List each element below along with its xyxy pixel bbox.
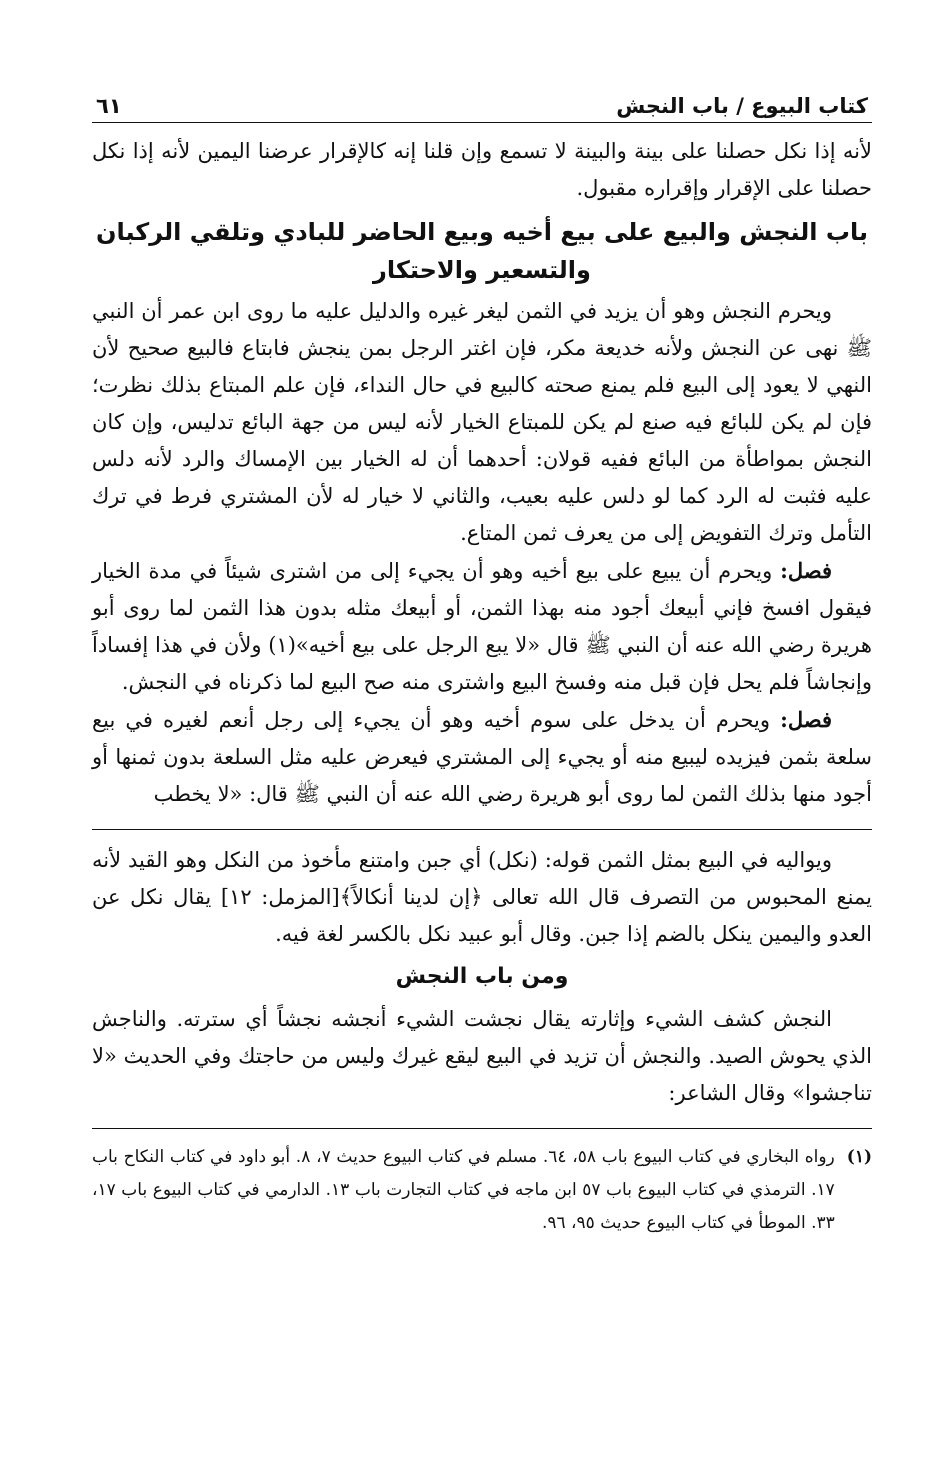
commentary-heading: ومن باب النجش xyxy=(395,964,569,989)
book-page xyxy=(92,88,872,1240)
footnote-divider xyxy=(92,1128,872,1129)
continuation-paragraph: لأنه إذا نكل حصلنا على بينة والبينة لا تسمع وإن قلنا إنه كالإقرار عرضنا اليمين لأنه إذا نكل حصلنا على الإقرار وإقراره مقبول. xyxy=(92,139,872,200)
fasl-paragraph-2 xyxy=(92,701,872,813)
fasl-label: فصل: xyxy=(780,558,832,583)
footnote-number: (١) xyxy=(846,1147,872,1167)
body-paragraph-najsh: ويحرم النجش وهو أن يزيد في الثمن ليغر غيره والدليل عليه ما روى ابن عمر أن النبي ﷺ نهى عن النجش ولأنه خديعة مكر، فإن اغتر الرجل بمن ينجش فابتاع فالبيع صحيح لأن النهي لا يعود إلى البيع فلم يمنع صحته كالبيع في حال النداء، فإن علم المبتاع بذلك نظرت؛ فإن لم يكن للبائع فيه صنع لم يكن للمبتاع الخيار لأنه ليس من جهة البائع تدليس، وإن كان النجش بمواطأة من البائع ففيه قولان: أحدهما أن له الخيار بين الإمساك والرد لأنه دلس عليه فثبت له الرد كما لو دلس عليه بعيب، والثاني لا خيار له لأن المشتري فرط في ترك التأمل وترك التفويض إلى من يعرف ثمن المتاع. xyxy=(92,299,872,545)
commentary-paragraph-2: النجش كشف الشيء وإثارته يقال نجشت الشيء أنجشه نجشاً أي سترته. والناجش الذي يحوش الصيد. والنجش أن تزيد في البيع ليقع غيرك وليس من حاجتك وفي الحديث «لا تناجشوا» وقال الشاعر: xyxy=(92,1007,872,1105)
running-header xyxy=(92,88,872,118)
fasl-paragraph-1 xyxy=(92,552,872,701)
running-title: كتاب البيوع / باب النجش xyxy=(616,94,868,118)
chapter-heading-line-1: باب النجش والبيع على بيع أخيه وبيع الحاضر للبادي وتلقي الركبان xyxy=(95,218,869,246)
fasl-label: فصل: xyxy=(780,707,832,732)
chapter-heading xyxy=(92,213,872,289)
commentary-divider xyxy=(92,829,872,830)
header-rule xyxy=(92,122,872,123)
footnote-text: رواه البخاري في كتاب البيوع باب ٥٨، ٦٤. مسلم في كتاب البيوع حديث ٧، ٨. أبو داود في كتاب النكاح باب ١٧. الترمذي في كتاب البيوع باب ٥٧ ابن ماجه في كتاب التجارت باب ١٣. الدارمي في كتاب البيوع باب ١٧، ٣٣. الموطأ في كتاب البيوع حديث ٩٥، ٩٦. xyxy=(92,1147,835,1233)
chapter-heading-line-2: والتسعير والاحتكار xyxy=(373,256,591,284)
footnote xyxy=(92,1141,872,1240)
page-number: ٦١ xyxy=(96,94,122,118)
commentary-paragraph-1: ويواليه في البيع بمثل الثمن قوله: (نكل) أي جبن وامتنع مأخوذ من النكل وهو القيد لأنه يمنع المحبوس من التصرف قال الله تعالى ﴿إن لدينا أنكالاً﴾[المزمل: ١٢] يقال نكل عن العدو واليمين ينكل بالضم إذا جبن. وقال أبو عبيد نكل بالكسر لغة فيه. xyxy=(92,848,872,946)
fasl-text: ويحرم أن يدخل على سوم أخيه وهو أن يجيء إلى رجل أنعم لغيره في بيع سلعة بثمن فيزيده ليبيع منه أو يجيء إلى المشتري فيعرض عليه مثل السلعة بدون ثمنها أو أجود منها بذلك الثمن لما روى أبو هريرة رضي الله عنه أن النبي ﷺ قال: «لا يخطب xyxy=(92,708,872,806)
fasl-text: ويحرم أن يبيع على بيع أخيه وهو أن يجيء إلى من اشترى شيئاً في مدة الخيار فيقول افسخ فإني أبيعك أجود منه بهذا الثمن، أو أبيعك مثله بدون هذا الثمن لما روى أبو هريرة رضي الله عنه أن النبي ﷺ قال «لا يبع الرجل على بيع أخيه»(١) ولأن في هذا إفساداً وإنجاشاً فلم يحل فإن قبل منه وفسخ البيع واشترى منه صح البيع لما ذكرناه في النجش. xyxy=(92,559,872,694)
